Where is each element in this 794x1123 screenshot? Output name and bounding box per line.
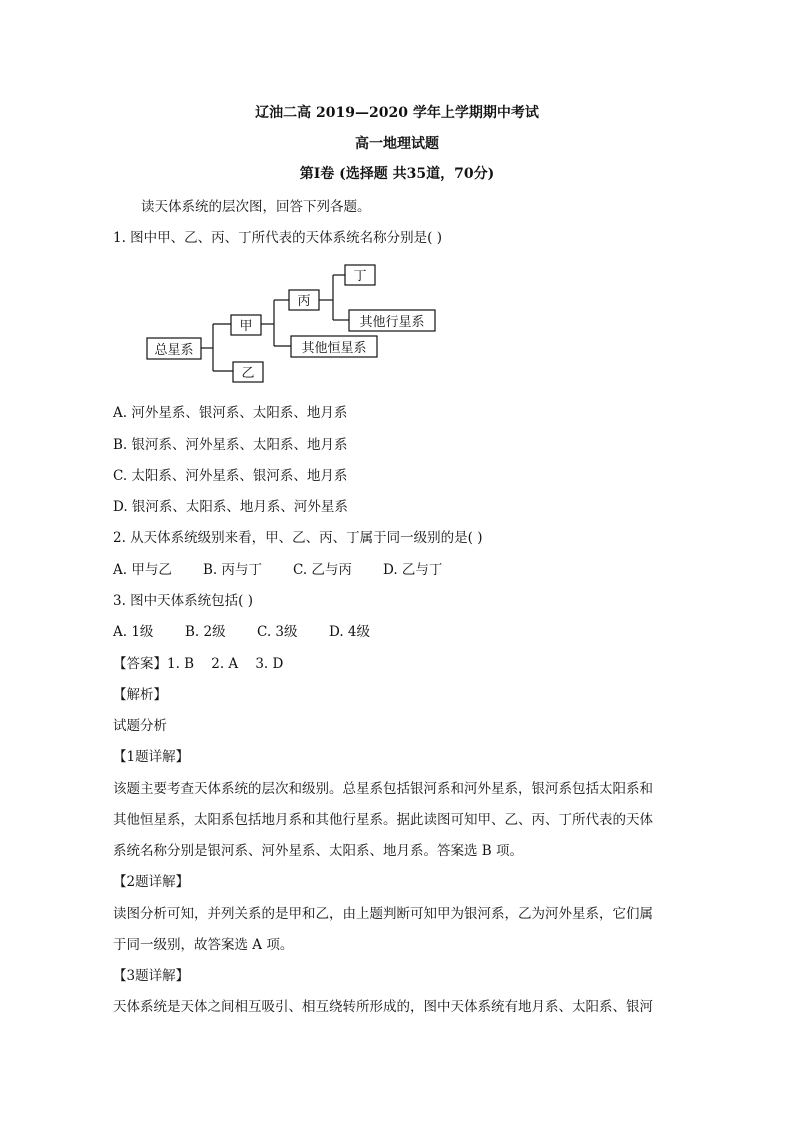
subject-title: 高一地理试题 <box>355 136 439 152</box>
q3-option-d: D. 4级 <box>329 624 371 640</box>
node-jia: 甲 <box>239 319 253 334</box>
question-3: 3. 图中天体系统包括( ) <box>113 593 253 609</box>
detail-3-label: 【3题详解】 <box>113 968 190 984</box>
detail-1-line: 该题主要考查天体系统的层次和级别。总星系包括银河系和河外星系，银河系包括太阳系和 <box>113 781 653 797</box>
q3-options <box>113 623 370 641</box>
detail-2-line: 于同一级别，故答案选 A 项。 <box>113 937 294 953</box>
hierarchy-diagram <box>143 262 443 387</box>
node-root: 总星系 <box>154 343 194 358</box>
q1-option-d: D. 银河系、太阳系、地月系、河外星系 <box>113 499 348 515</box>
analysis-label: 【解析】 <box>113 687 167 703</box>
question-1: 1. 图中甲、乙、丙、丁所代表的天体系统名称分别是( ) <box>113 230 442 246</box>
detail-1-line: 系统名称分别是银河系、河外星系、太阳系、地月系。答案选 B 项。 <box>113 843 524 859</box>
exam-title: 辽油二高 2019—2020 学年上学期期中考试 <box>255 105 539 121</box>
q2-options <box>113 561 442 579</box>
detail-1-label: 【1题详解】 <box>113 749 190 765</box>
detail-2-label: 【2题详解】 <box>113 874 190 890</box>
q3-option-c: C. 3级 <box>257 624 298 640</box>
analysis-subtitle: 试题分析 <box>113 718 167 734</box>
detail-1-line: 其他恒星系，太阳系包括地月系和其他行星系。据此读图可知甲、乙、丙、丁所代表的天体 <box>113 812 653 828</box>
answer-label: 【答案】 <box>113 656 167 672</box>
q3-option-a: A. 1级 <box>113 624 154 640</box>
q2-option-a: A. 甲与乙 <box>113 562 172 578</box>
q2-option-b: B. 丙与丁 <box>203 562 263 578</box>
q1-option-c: C. 太阳系、河外星系、银河系、地月系 <box>113 468 348 484</box>
section-title: 第I卷 (选择题 共35道，70分) <box>299 166 495 182</box>
node-other-planets: 其他行星系 <box>359 315 425 330</box>
node-other-stars: 其他恒星系 <box>301 341 367 356</box>
q1-option-a: A. 河外星系、银河系、太阳系、地月系 <box>113 405 348 421</box>
q2-option-d: D. 乙与丁 <box>383 562 443 578</box>
detail-2-line: 读图分析可知，并列关系的是甲和乙，由上题判断可知甲为银河系，乙为河外星系，它们属 <box>113 906 653 922</box>
q1-option-b: B. 银河系、河外星系、太阳系、地月系 <box>113 437 348 453</box>
node-bing: 丙 <box>297 294 311 309</box>
node-ding: 丁 <box>353 269 367 284</box>
intro-text: 读天体系统的层次图，回答下列各题。 <box>141 199 371 215</box>
question-2: 2. 从天体系统级别来看，甲、乙、丙、丁属于同一级别的是( ) <box>113 530 483 546</box>
q3-option-b: B. 2级 <box>185 624 226 640</box>
q2-option-c: C. 乙与丙 <box>293 562 352 578</box>
node-yi: 乙 <box>241 366 255 381</box>
answer-line <box>113 655 283 673</box>
answer-text: 1. B 2. A 3. D <box>167 656 284 672</box>
detail-3-line: 天体系统是天体之间相互吸引、相互绕转所形成的，图中天体系统有地月系、太阳系、银河 <box>113 999 653 1015</box>
